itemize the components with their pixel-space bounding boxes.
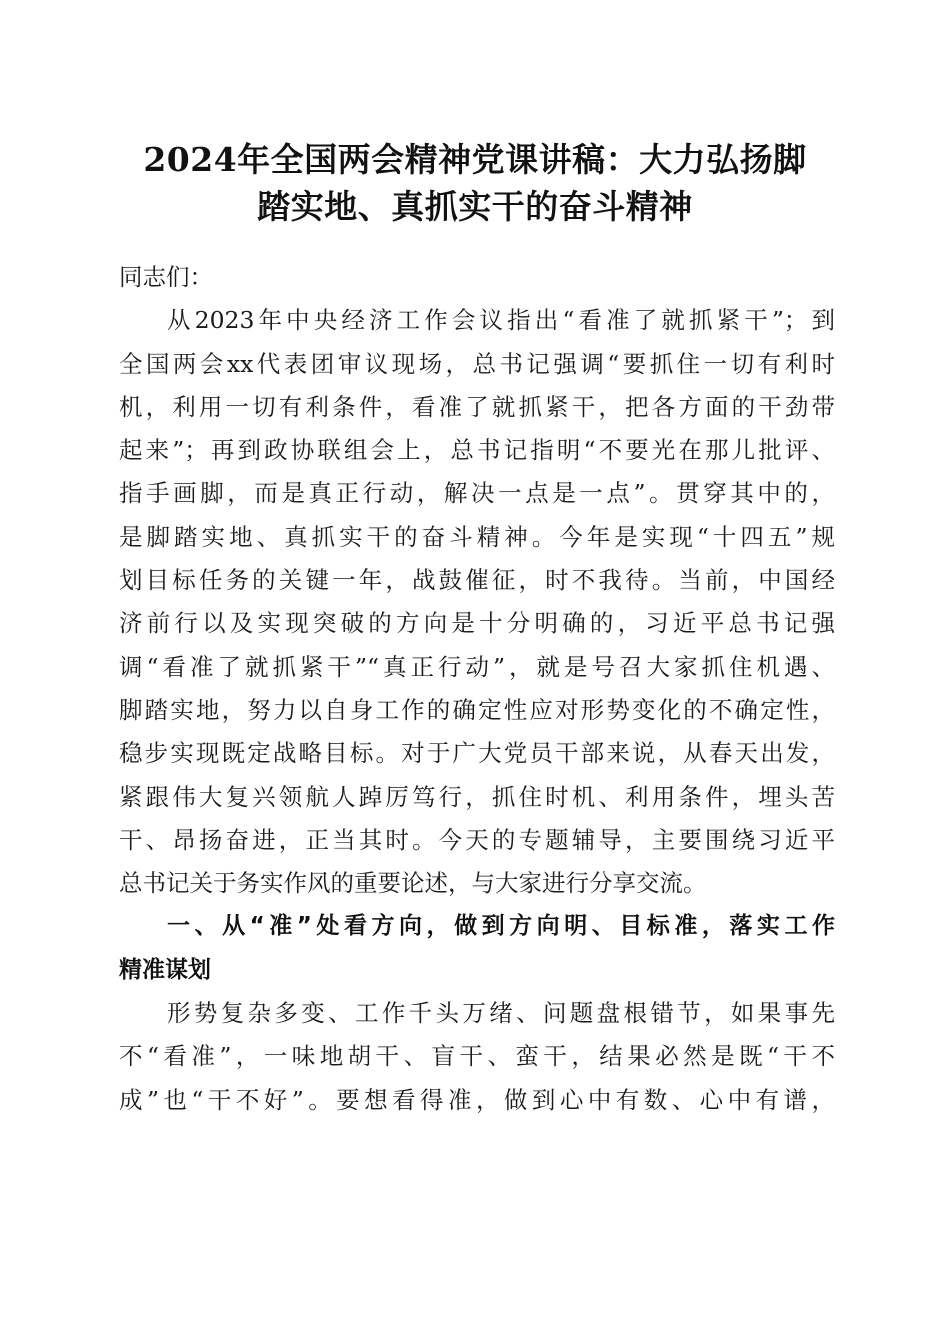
paragraph-line: 干、昂扬奋进，正当其时。今天的专题辅导，主要围绕习近平 <box>119 825 835 854</box>
paragraph-line: 总书记关于务实作风的重要论述，与大家进行分享交流。 <box>119 869 707 898</box>
paragraph-line: 脚踏实地，努力以自身工作的确定性应对形势变化的不确定性， <box>119 695 835 724</box>
salutation: 同志们： <box>119 263 213 291</box>
paragraph-section1 <box>119 992 835 1122</box>
paragraph-line: 形势复杂多变、工作千头万绪、问题盘根错节，如果事先 <box>167 999 835 1028</box>
paragraph-line: 划目标任务的关键一年，战鼓催征，时不我待。当前，中国经 <box>119 566 835 595</box>
paragraph-line: 成”也“干不好”。要想看得准，做到心中有数、心中有谱， <box>119 1085 835 1114</box>
section-heading <box>119 905 835 992</box>
paragraph-line: 济前行以及实现突破的方向是十分明确的，习近平总书记强 <box>119 609 835 638</box>
document-title <box>100 136 850 230</box>
section-heading-line: 一、从“准”处看方向，做到方向明、目标准，落实工作 <box>167 913 835 940</box>
paragraph-line: 紧跟伟大复兴领航人踔厉笃行，抓住时机、利用条件，埋头苦 <box>119 782 835 811</box>
paragraph-line: 稳步实现既定战略目标。对于广大党员干部来说，从春天出发， <box>119 739 835 768</box>
paragraph-line: 不“看准”，一味地胡干、盲干、蛮干，结果必然是既“干不 <box>119 1042 835 1071</box>
title-line: 2024年全国两会精神党课讲稿：大力弘扬脚 <box>143 140 807 179</box>
paragraph-line: 从2023年中央经济工作会议指出“看准了就抓紧干”；到 <box>167 306 835 335</box>
paragraph-line: 是脚踏实地、真抓实干的奋斗精神。今年是实现“十四五”规 <box>119 522 835 551</box>
paragraph-line: 机，利用一切有利条件，看准了就抓紧干，把各方面的干劲带 <box>119 392 835 421</box>
document-body <box>119 256 835 1122</box>
paragraph-line: 全国两会xx代表团审议现场，总书记强调“要抓住一切有利时 <box>119 349 835 378</box>
paragraph-intro <box>119 299 835 905</box>
paragraph-line: 指手画脚，而是真正行动，解决一点是一点”。贯穿其中的， <box>119 479 835 508</box>
section-heading-line: 精准谋划 <box>119 956 211 983</box>
paragraph-line: 调“看准了就抓紧干”“真正行动”，就是号召大家抓住机遇、 <box>119 652 835 681</box>
title-line: 踏实地、真抓实干的奋斗精神 <box>257 187 693 226</box>
paragraph-line: 起来”；再到政协联组会上，总书记指明“不要光在那儿批评、 <box>119 436 835 465</box>
